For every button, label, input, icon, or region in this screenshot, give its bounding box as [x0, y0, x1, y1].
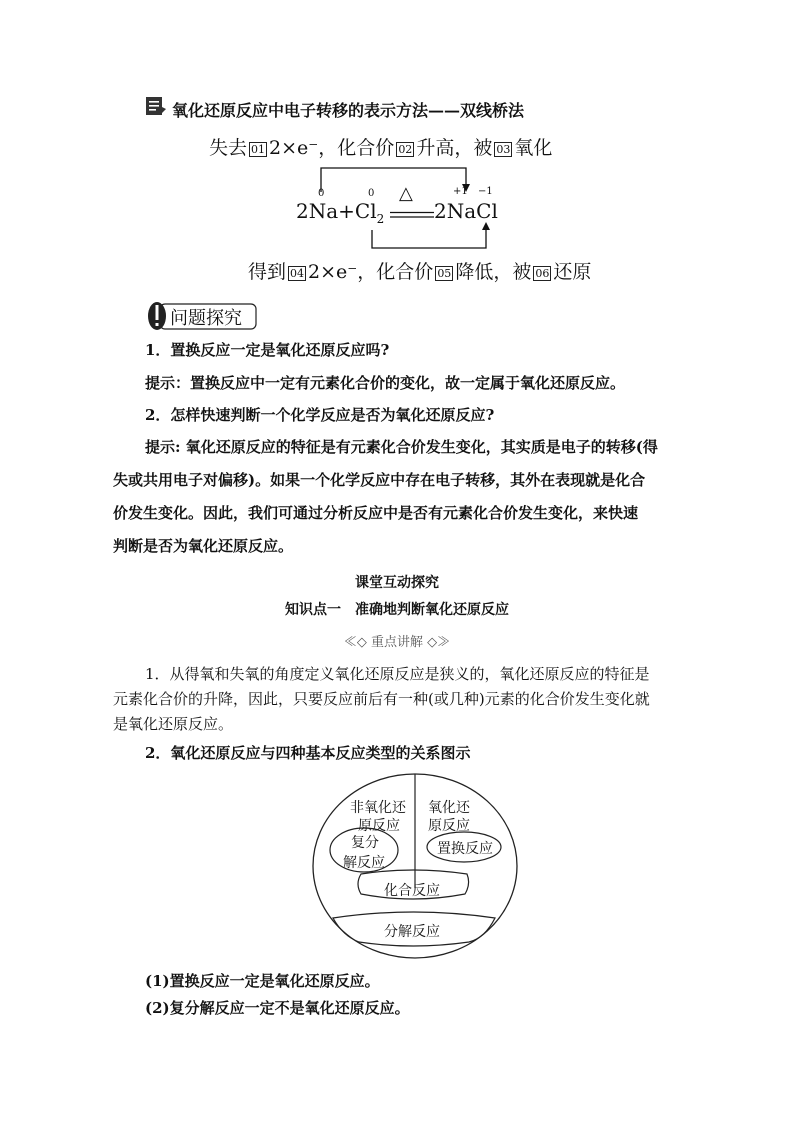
- label-double-2: 解反应: [343, 855, 385, 871]
- label-double-1: 复分: [351, 835, 379, 851]
- equal-sign: [390, 211, 434, 219]
- bridge-top-line: 失去 01 2×e⁻，化合价 02 升高，被 03 氧化: [209, 137, 553, 159]
- key-label: 重点讲解: [370, 635, 423, 650]
- label-single: 置换反应: [437, 841, 493, 857]
- reaction-product: 2NaCl: [434, 199, 498, 223]
- inquiry-label: 问题探究: [170, 308, 242, 329]
- answer-2-line-3: 价发生变化。因此，我们可通过分析反应中是否有元素化合价发生变化，来快速: [113, 504, 639, 522]
- ox-state-na: 0: [318, 188, 325, 199]
- inquiry-badge: [146, 301, 258, 331]
- ox-state-cl-product: −1: [478, 186, 493, 197]
- label-non-redox-2: 原反应: [358, 818, 400, 834]
- notes-icon: [146, 97, 166, 115]
- ox-state-na-product: +1: [453, 186, 468, 197]
- para-1-line-2: 元素化合价的升降，因此，只要反应前后有一种(或几种)元素的化合价发生变化就: [113, 690, 650, 708]
- para-1-line-3: 是氧化还原反应。: [113, 715, 234, 733]
- label-redox-1: 氧化还: [428, 800, 470, 816]
- label-redox-2: 原反应: [428, 818, 470, 834]
- question-1: 1．置换反应一定是氧化还原反应吗?: [145, 341, 390, 359]
- right-chevrons-icon: ◇≫: [427, 635, 451, 650]
- label-non-redox-1: 非氧化还: [350, 800, 406, 816]
- answer-1: 提示：置换反应中一定有元素化合价的变化，故一定属于氧化还原反应。: [145, 374, 626, 392]
- label-decomposition: 分解反应: [384, 924, 440, 940]
- bridge-bottom-line: 得到 04 2×e⁻，化合价 05 降低，被 06 还原: [248, 261, 592, 283]
- answer-2-line-1: 提示: 氧化还原反应的特征是有元素化合价发生变化，其实质是电子的转移(得: [145, 438, 658, 456]
- reaction-equation: $2Na+Cl_2$: [296, 199, 385, 226]
- class-title: 课堂互动探究: [355, 575, 439, 591]
- left-chevrons-icon: ≪◇: [343, 635, 367, 650]
- para-2: 2．氧化还原反应与四种基本反应类型的关系图示: [145, 744, 471, 762]
- answer-2-line-2: 失或共用电子对偏移)。如果一个化学反应中存在电子转移，其外在表现就是化合: [113, 471, 646, 489]
- knowledge-title: 知识点一 准确地判断氧化还原反应: [285, 602, 509, 618]
- key-label-row: [0, 631, 794, 650]
- para-1-line-1: 1．从得氧和失氧的角度定义氧化还原反应是狭义的，氧化还原反应的特征是: [145, 665, 650, 683]
- question-2: 2．怎样快速判断一个化学反应是否为氧化还原反应?: [145, 406, 495, 424]
- heat-sign: △: [399, 183, 413, 204]
- label-combination: 化合反应: [384, 883, 440, 899]
- answer-2-line-4: 判断是否为氧化还原反应。: [113, 537, 294, 555]
- conclusion-1: (1)置换反应一定是氧化还原反应。: [145, 972, 380, 990]
- conclusion-2: (2)复分解反应一定不是氧化还原反应。: [145, 999, 410, 1017]
- section-title: 氧化还原反应中电子转移的表示方法——双线桥法: [172, 101, 525, 120]
- ox-state-cl: 0: [368, 188, 375, 199]
